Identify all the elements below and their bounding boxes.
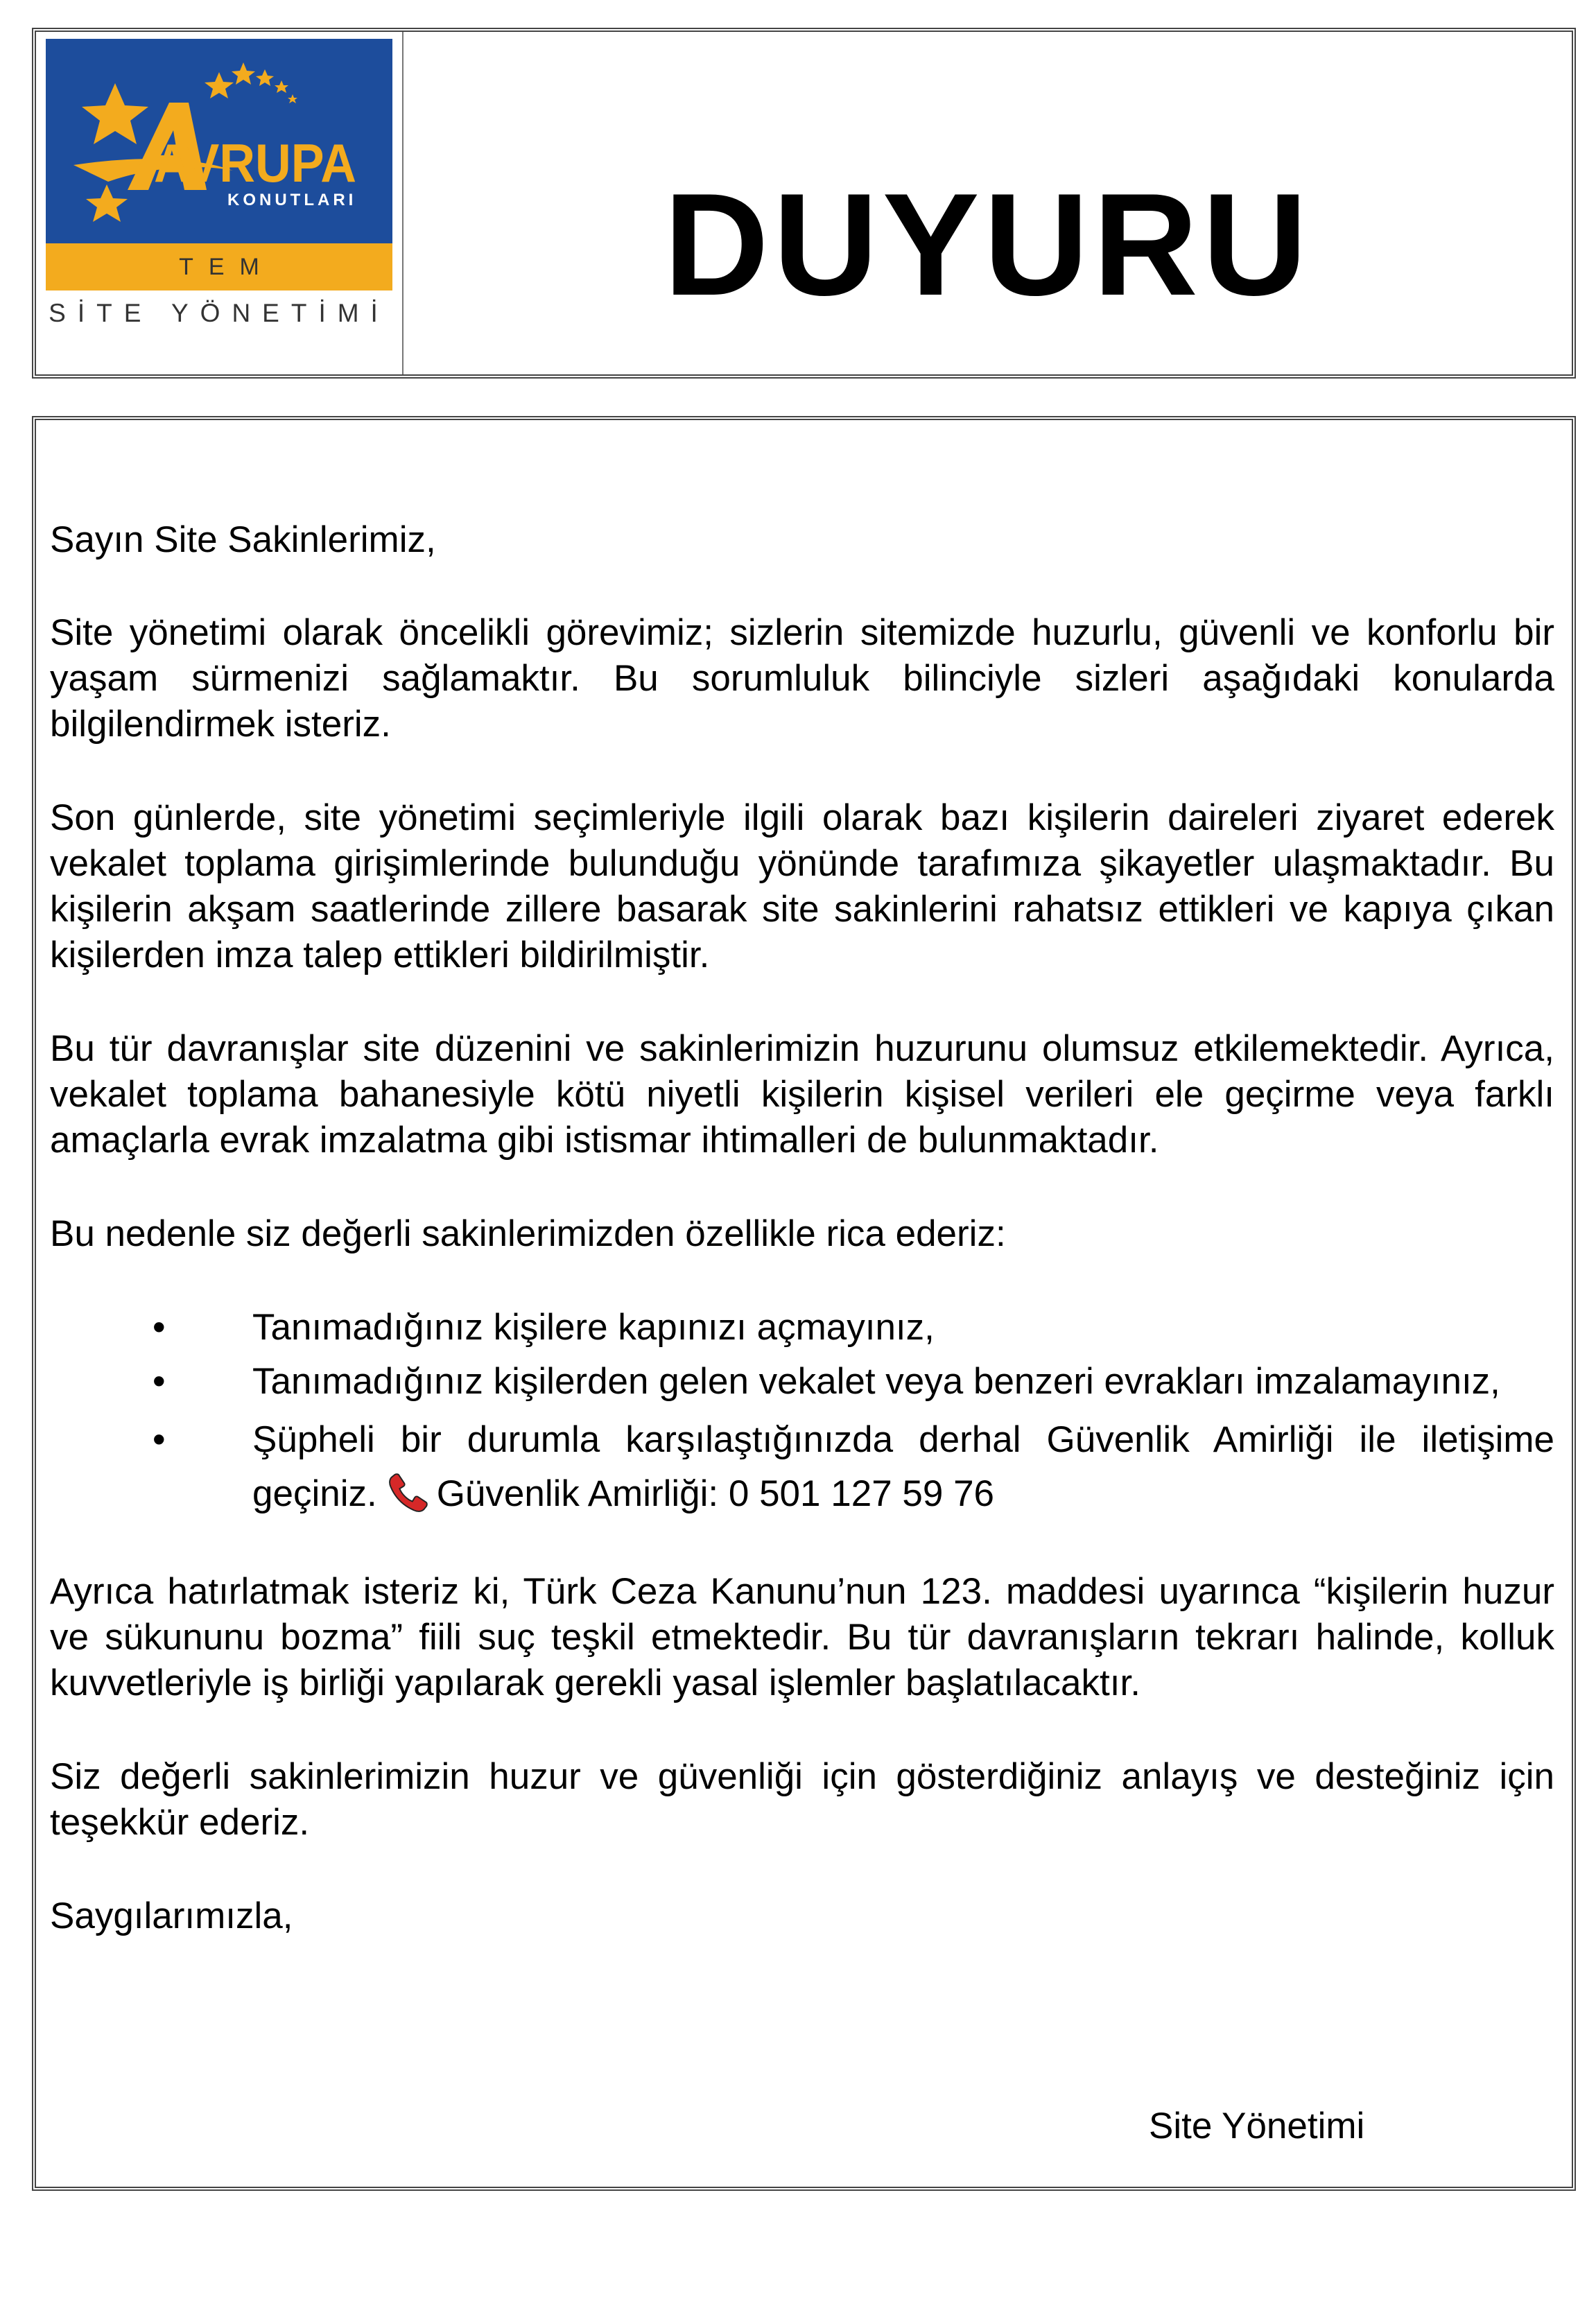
signature: Site Yönetimi — [1149, 2106, 1365, 2146]
logo-band-text: TEM — [179, 253, 275, 280]
request-list — [50, 1305, 1554, 1521]
paragraph: Siz değerli sakinlerimizin huzur ve güvenliği için gösterdiğiniz anlayış ve desteğiniz için teşekkür ederiz. — [50, 1756, 1554, 1843]
logo-mark — [46, 39, 392, 243]
announcement-body — [32, 416, 1576, 2191]
star-icon — [275, 80, 288, 93]
logo-brand-sub: KONUTLARI — [227, 191, 357, 209]
paragraph: Son günlerde, site yönetimi seçimleriyle ilgili olarak bazı kişilerin daireleri ziyaret ederek vekalet toplama girişimlerinde bulunduğu yönünde tarafımıza şikayetler ulaşmaktadır. Bu kişilerin akşam saatlerinde zillere basarak site sakinlerini rahatsız ettikleri ve kapıya çıkan kişilerden imza talep ettikleri bildirilmiştir. — [50, 797, 1554, 975]
logo-band — [46, 243, 392, 290]
security-phone: Güvenlik Amirliği: 0 501 127 59 76 — [436, 1473, 995, 1514]
paragraph: Ayrıca hatırlatmak isteriz ki, Türk Ceza Kanunu’nun 123. maddesi uyarınca “kişilerin huzur ve sükununu bozma” fiili suç teşkil etmektedir. Bu tür davranışların tekrarı halinde, kolluk kuvvetleriyle iş birliği yapılarak gerekli yasal işlemler başlatılacaktır. — [50, 1571, 1554, 1703]
star-icon — [288, 94, 297, 103]
letter-content — [50, 517, 1554, 1987]
paragraph: Bu nedenle siz değerli sakinlerimizden özellikle rica ederiz: — [50, 1213, 1006, 1254]
paragraph: Bu tür davranışlar site düzenini ve sakinlerimizin huzurunu olumsuz etkilemektedir. Ayrıca, vekalet toplama bahanesiyle kötü niyetli kişilerin kişisel verileri ele geçirme veya farklı amaçlarla evrak imzalatma gibi istismar ihtimalleri de bulunmaktadır. — [50, 1028, 1554, 1161]
paragraph: Site yönetimi olarak öncelikli görevimiz; sizlerin sitemizde huzurlu, güvenli ve konforlu bir yaşam sürmenizi sağlamaktır. Bu sorumluluk bilinciyle sizleri aşağıdaki konularda bilgilendirmek isteriz. — [50, 612, 1554, 745]
star-icon — [205, 72, 234, 98]
list-item-text: Tanımadığınız kişilere kapınızı açmayınız, — [252, 1307, 935, 1348]
list-item-text: Şüpheli bir durumla karşılaştığınızda derhal Güvenlik Amirliği ile iletişime geçiniz. — [252, 1419, 1554, 1514]
closing: Saygılarımızla, — [50, 1895, 293, 1936]
phone-icon — [387, 1471, 430, 1514]
bullet-icon: • — [153, 1361, 166, 1402]
star-icon — [82, 83, 148, 144]
page-title: DUYURU — [663, 163, 1312, 326]
list-item-text: Tanımadığınız kişilerden gelen vekalet veya benzeri evrakları imzalamayınız, — [252, 1361, 1500, 1402]
star-icon — [232, 62, 255, 85]
bullet-icon: • — [153, 1307, 166, 1348]
logo — [36, 32, 404, 374]
star-icon — [256, 69, 274, 86]
logo-subtitle: SİTE YÖNETİMİ — [49, 299, 390, 327]
logo-brand: AVRUPA — [154, 132, 356, 193]
star-icon — [86, 184, 128, 222]
bullet-icon: • — [153, 1419, 166, 1460]
list-item — [50, 1413, 1554, 1521]
list-item — [50, 1359, 1554, 1405]
greeting: Sayın Site Sakinlerimiz, — [50, 519, 436, 560]
list-item — [50, 1305, 1554, 1351]
header-box — [32, 28, 1576, 379]
